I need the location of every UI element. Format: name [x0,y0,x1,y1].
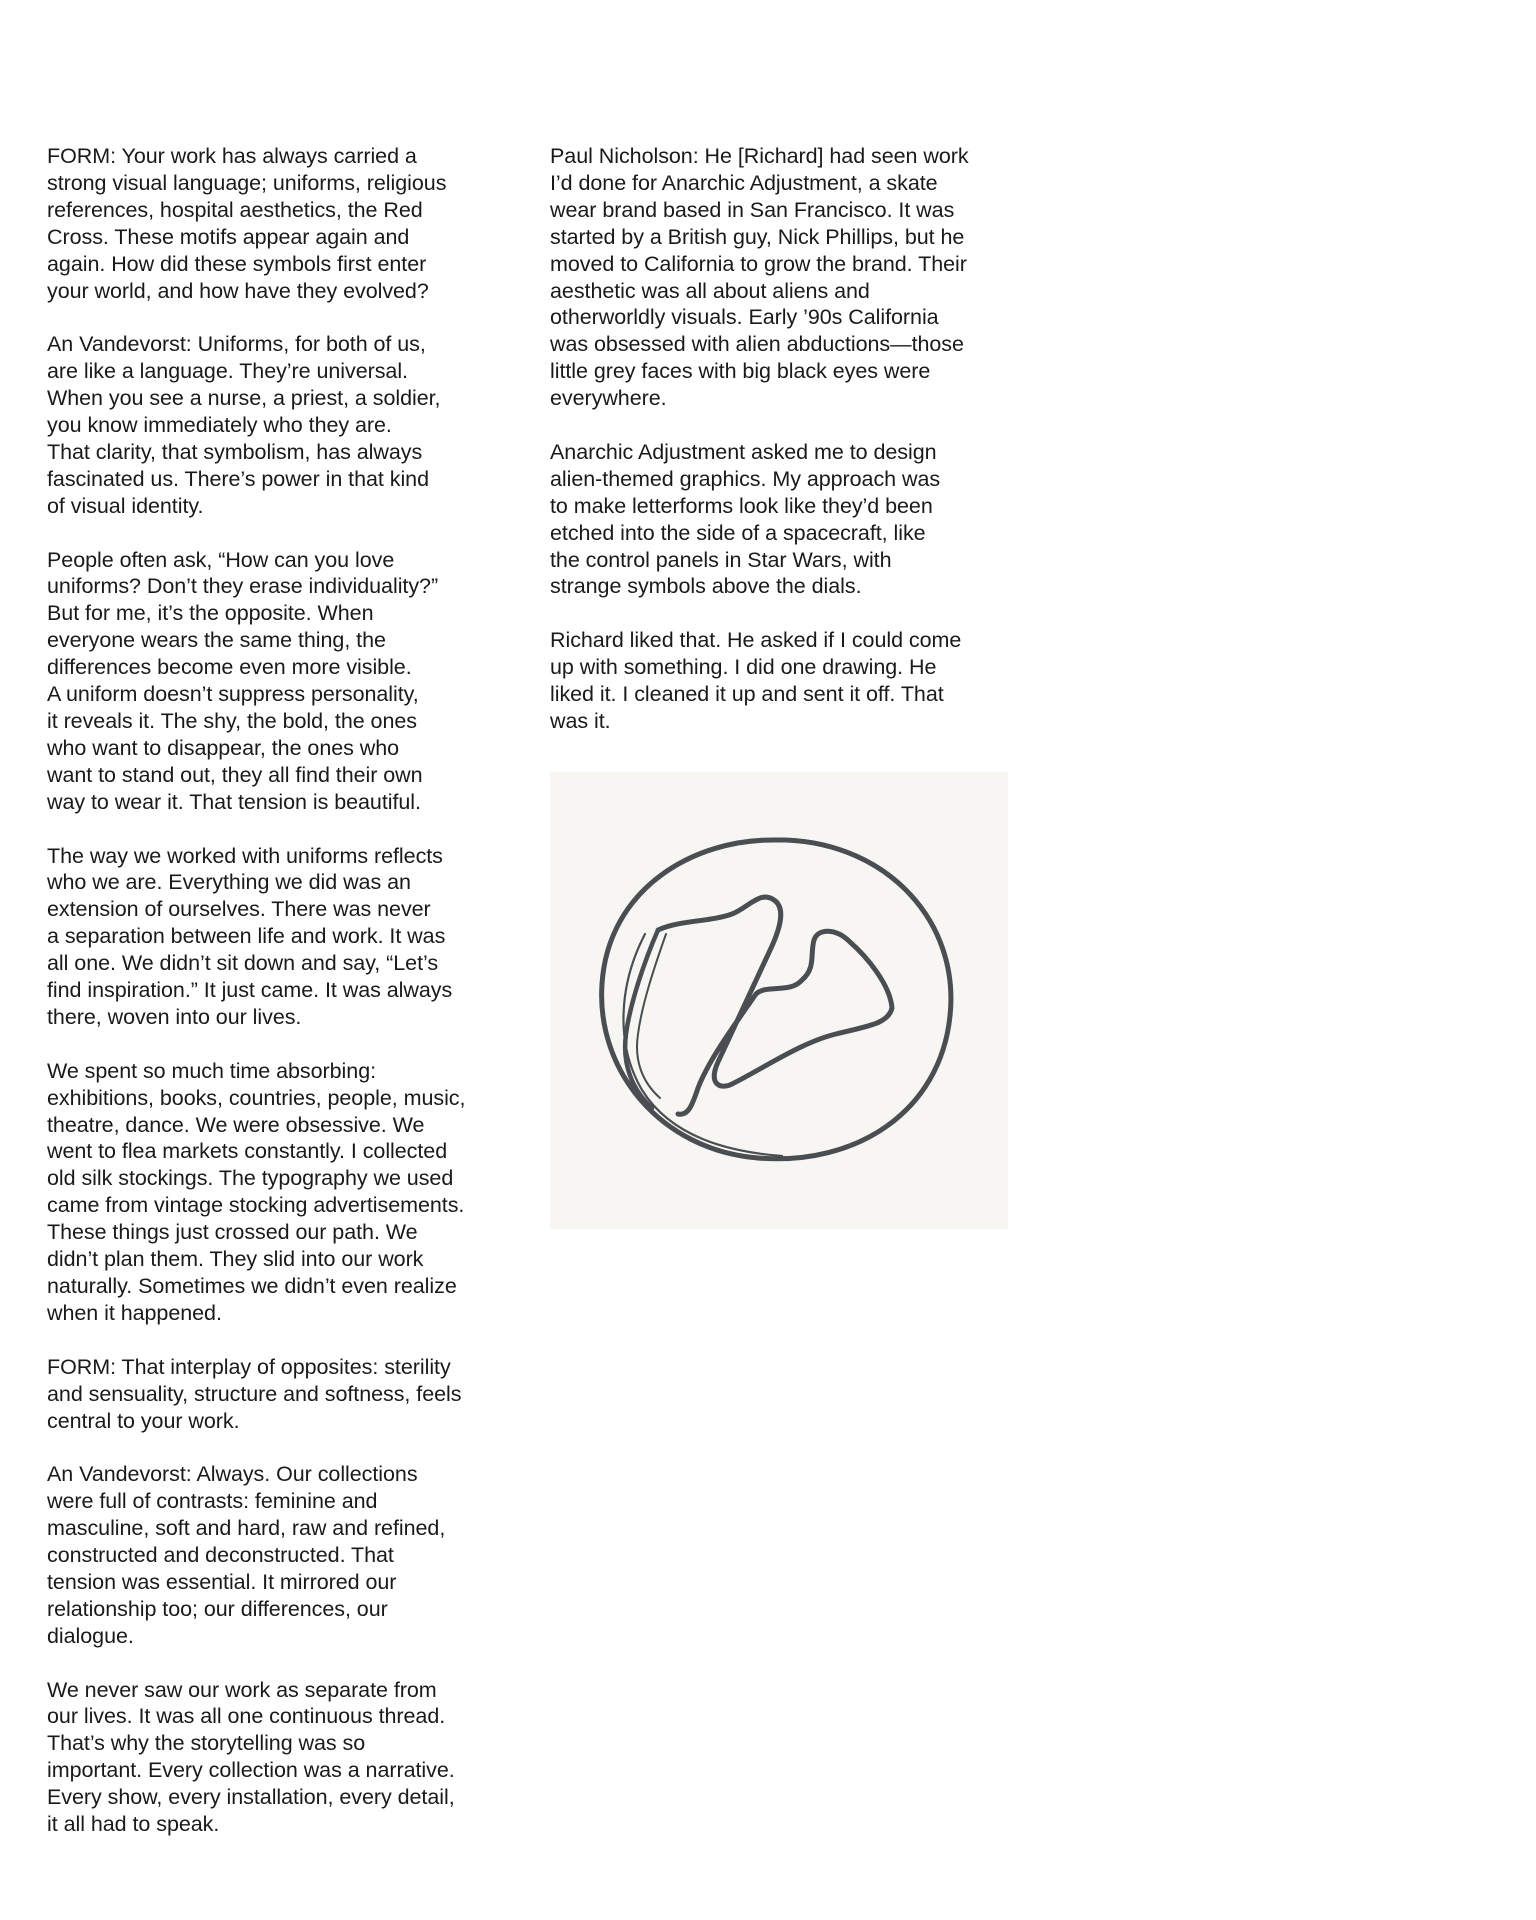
text-line: to make letterforms look like they’d been [550,493,933,518]
text-line: These things just crossed our path. We [47,1220,418,1245]
paragraph [47,1058,517,1327]
paragraph [47,547,517,816]
text-line: your world, and how have they evolved? [47,278,429,303]
text-line: our lives. It was all one continuous thread. [47,1704,446,1729]
text-line: everywhere. [550,386,667,411]
paragraph [47,331,517,519]
text-line: went to flea markets constantly. I collected [47,1139,448,1164]
text-line: want to stand out, they all find their own [47,762,423,787]
text-line: An Vandevorst: Always. Our collections [47,1462,418,1487]
text-line: exhibitions, books, countries, people, music, [47,1085,466,1110]
text-line: Cross. These motifs appear again and [47,224,410,249]
text-line: FORM: Your work has always carried a [47,144,417,168]
text-line: references, hospital aesthetics, the Red [47,197,423,222]
text-line: That’s why the storytelling was so [47,1731,366,1756]
sketch-circle-overlap [623,934,782,1156]
text-line: didn’t plan them. They slid into our work [47,1247,424,1272]
text-line: was obsessed with alien abductions—those [550,332,964,357]
text-line: was it. [550,709,611,733]
text-line: FORM: That interplay of opposites: sterility [47,1354,451,1379]
text-line: way to wear it. That tension is beautiful. [47,789,421,814]
text-line: etched into the side of a spacecraft, like [550,520,926,545]
text-line: came from vintage stocking advertisements. [47,1193,465,1218]
right-text-column [550,143,1020,735]
paragraph [550,439,1020,600]
text-line: alien-themed graphics. My approach was [550,466,941,491]
text-line: extension of ourselves. There was never [47,897,431,922]
text-line: When you see a nurse, a priest, a soldier, [47,386,441,411]
text-line: it all had to speak. [47,1812,220,1837]
text-line: tension was essential. It mirrored our [47,1569,397,1594]
text-line: theatre, dance. We were obsessive. We [47,1112,425,1137]
text-line: a separation between life and work. It was [47,924,446,949]
text-line: there, woven into our lives. [47,1004,302,1029]
text-line: up with something. I did one drawing. He [550,655,937,680]
paragraph [47,1677,517,1838]
logo-sketch-icon [550,772,1008,1229]
text-line: important. Every collection was a narrative. [47,1758,455,1783]
text-line: That clarity, that symbolism, has always [47,439,423,464]
sketch-flag-arm-echo [637,934,666,1098]
text-line: are like a language. They’re universal. [47,359,408,384]
paragraph [550,627,1020,735]
text-line: who want to disappear, the ones who [47,735,400,760]
text-line: started by a British guy, Nick Phillips, but he [550,224,965,249]
sketch-inner-glyph [658,897,892,1114]
text-line: relationship too; our differences, our [47,1596,388,1621]
text-line: masculine, soft and hard, raw and refined, [47,1516,446,1541]
text-line: all one. We didn’t sit down and say, “Let’s [47,951,439,976]
paragraph [47,1461,517,1649]
text-line: constructed and deconstructed. That [47,1543,394,1568]
text-line: everyone wears the same thing, the [47,628,386,653]
text-line: central to your work. [47,1408,240,1433]
text-line: An Vandevorst: Uniforms, for both of us, [47,332,426,357]
text-line: were full of contrasts: feminine and [47,1489,378,1514]
text-line: A uniform doesn’t suppress personality, [47,682,419,707]
left-text-column [47,143,517,1838]
text-line: you know immediately who they are. [47,413,392,438]
text-line: wear brand based in San Francisco. It was [550,197,955,222]
text-line: differences become even more visible. [47,655,412,680]
paragraph [47,1354,517,1435]
text-line: The way we worked with uniforms reflects [47,843,443,868]
text-line: of visual identity. [47,493,204,518]
text-line: strange symbols above the dials. [550,574,862,599]
text-line: We never saw our work as separate from [47,1677,437,1702]
text-line: again. How did these symbols first enter [47,251,427,276]
text-line: when it happened. [47,1300,222,1325]
text-line: it reveals it. The shy, the bold, the ones [47,709,417,733]
text-line: moved to California to grow the brand. Their [550,251,967,276]
text-line: liked it. I cleaned it up and sent it off. That [550,682,944,707]
text-line: uniforms? Don’t they erase individuality?” [47,574,439,599]
sketch-outer-circle [602,840,951,1159]
text-line: naturally. Sometimes we didn’t even realize [47,1274,457,1298]
text-line: I’d done for Anarchic Adjustment, a skate [550,170,938,195]
text-line: Paul Nicholson: He [Richard] had seen work [550,144,969,168]
text-line: People often ask, “How can you love [47,547,395,572]
text-line: old silk stockings. The typography we used [47,1166,454,1191]
text-line: and sensuality, structure and softness, feels [47,1381,462,1406]
paragraph [47,143,517,304]
logo-sketch-figure [550,772,1008,1229]
text-line: little grey faces with big black eyes were [550,359,931,384]
paragraph [550,143,1020,412]
text-line: find inspiration.” It just came. It was always [47,978,453,1003]
text-line: strong visual language; uniforms, religious [47,170,447,195]
text-line: Anarchic Adjustment asked me to design [550,439,937,464]
text-line: who we are. Everything we did was an [47,870,411,895]
text-line: Every show, every installation, every detail, [47,1785,455,1810]
paragraph [47,843,517,1031]
text-line: But for me, it’s the opposite. When [47,601,374,626]
text-line: dialogue. [47,1623,134,1648]
text-line: Richard liked that. He asked if I could come [550,628,962,653]
text-line: otherworldly visuals. Early ’90s California [550,305,939,330]
text-line: We spent so much time absorbing: [47,1058,377,1083]
text-line: the control panels in Star Wars, with [550,547,892,572]
text-line: fascinated us. There’s power in that kind [47,466,429,491]
text-line: aesthetic was all about aliens and [550,278,870,303]
